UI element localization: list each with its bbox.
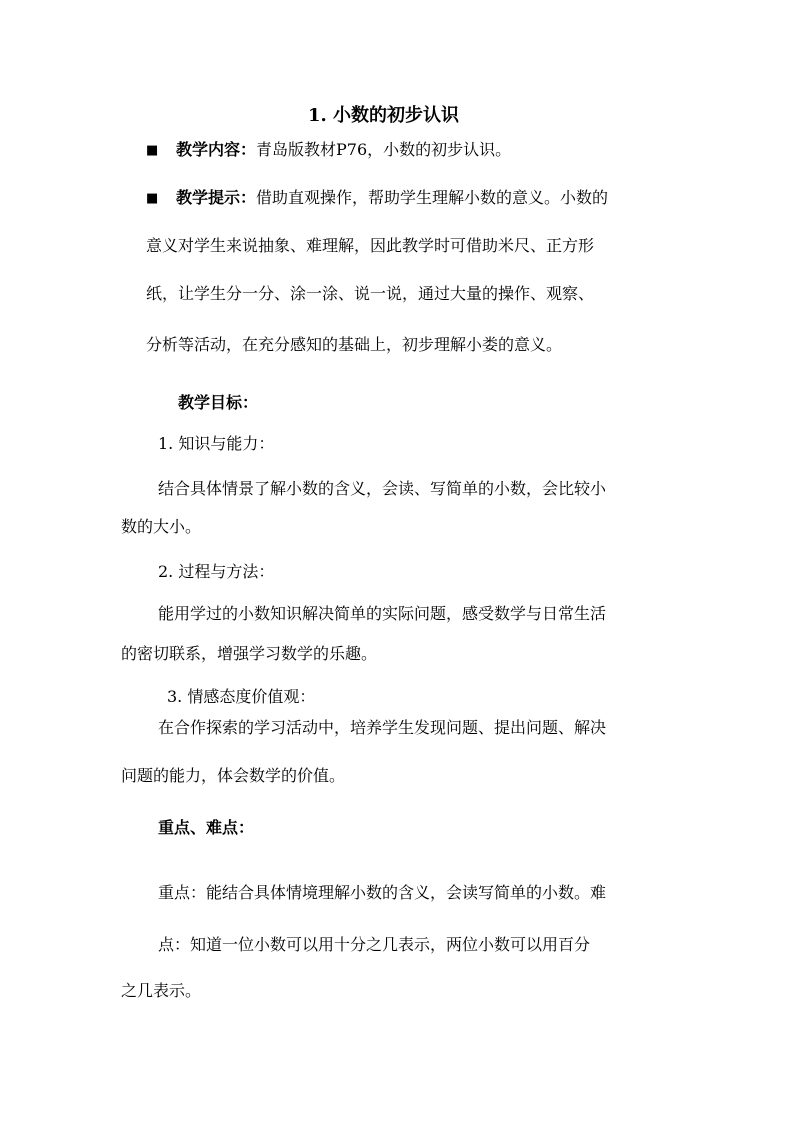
keypoints-line-1: 重点：能结合具体情境理解小数的含义，会读写简单的小数。难 [158, 883, 607, 902]
goal-1-line-1: 结合具体情景了解小数的含义，会读、写简单的小数，会比较小 [158, 479, 607, 498]
goal-2-line-1: 能用学过的小数知识解决简单的实际问题，感受数学与日常生活 [158, 604, 607, 623]
hint-line-4: 分析等活动，在充分感知的基础上，初步理解小娄的意义。 [146, 335, 563, 354]
goal-2-heading: 2. 过程与方法： [158, 562, 275, 581]
keypoints-heading: 重点、难点： [158, 818, 255, 837]
bullet-square-icon: ■ [146, 191, 159, 206]
hint-text-1: 借助直观操作，帮助学生理解小数的意义。小数的 [256, 188, 609, 207]
keypoints-line-2: 点：知道一位小数可以用十分之几表示，两位小数可以用百分 [158, 935, 591, 954]
content-line [176, 142, 511, 158]
goal-2-line-2: 的密切联系，增强学习数学的乐趣。 [121, 644, 378, 663]
hint-line-3: 纸，让学生分一分、涂一涂、说一说，通过大量的操作、观察、 [146, 284, 595, 303]
hint-label: 教学提示： [176, 188, 257, 207]
goals-heading: 教学目标： [178, 393, 259, 412]
hint-line-1 [176, 190, 608, 206]
content-label: 教学内容： [176, 140, 257, 159]
goal-1-heading: 1. 知识与能力： [158, 434, 275, 453]
hint-line-2: 意义对学生来说抽象、难理解，因此教学时可借助米尺、正方形 [146, 236, 595, 255]
bullet-square-icon: ■ [146, 143, 159, 158]
goal-3-line-1: 在合作探索的学习活动中，培养学生发现问题、提出问题、解决 [158, 718, 607, 737]
goal-3-line-2: 问题的能力，体会数学的价值。 [121, 766, 346, 785]
goal-1-line-2: 数的大小。 [121, 517, 202, 536]
page-title: 1. 小数的初步认识 [308, 105, 460, 126]
keypoints-line-3: 之几表示。 [121, 981, 202, 1000]
content-text: 青岛版教材P76，小数的初步认识。 [256, 140, 512, 159]
goal-3-heading: 3. 情感态度价值观： [167, 687, 316, 706]
